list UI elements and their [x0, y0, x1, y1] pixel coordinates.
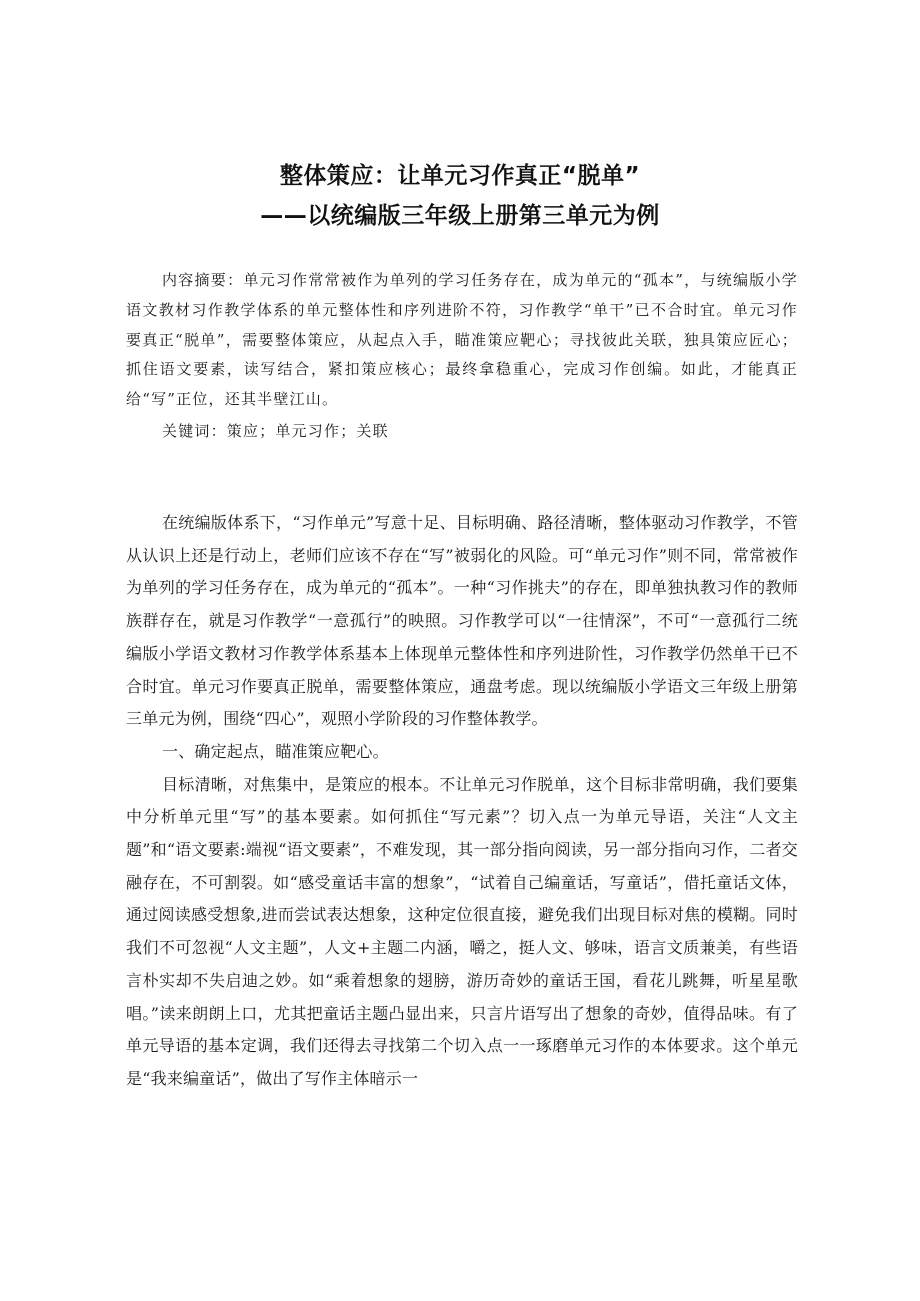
- body-paragraph: 在统编版体系下，“习作单元”写意十足、目标明确、路径清晰，整体驱动习作教学，不管从认识上还是行动上，老师们应该不存在“写”被弱化的风险。可“单元习作”则不同，常常被作为单列的学习任务存在，成为单元的“孤本”。一种“习作挑夫”的存在，即单独执教习作的教师族群存在，就是习作教学“一意孤行”的映照。习作教学可以“一往情深”，不可“一意孤行二统编版小学语文教材习作教学体系基本上体现单元整体性和序列进阶性，习作教学仍然单干已不合时宜。单元习作要真正脱单，需要整体策应，通盘考虑。现以统编版小学语文三年级上册第三单元为例，围绕“四心”，观照小学阶段的习作整体教学。: [126, 513, 798, 729]
- section-heading: 一、确定起点，瞄准策应靶心。: [162, 741, 389, 761]
- abstract-text: 内容摘要：单元习作常常被作为单列的学习任务存在，成为单元的“孤本”，与统编版小学语文教材习作教学体系的单元整体性和序列进阶不符，习作教学“单干”已不合时宜。单元习作要真正“脱单”，需要整体策应，从起点入手，瞄准策应靶心；寻找彼此关联，独具策应匠心；抓住语文要素，读写结合，紧扣策应核心；最终拿稳重心，完成习作创编。如此，才能真正给“写”正位，还其半壁江山。: [126, 271, 798, 409]
- body-text: [126, 507, 798, 1096]
- abstract-section: [126, 266, 798, 447]
- body-paragraph: 目标清晰，对焦集中，是策应的根本。不让单元习作脱单，这个目标非常明确，我们要集中分析单元里“写”的基本要素。如何抓住“写元素”？切入点一为单元导语，关注“人文主题”和“语文要素:端视“语文要素”，不难发现，其一部分指向阅读，另一部分指向习作，二者交融存在，不可割裂。如“感受童话丰富的想象”，“试着自己编童话，写童话”，借托童话文体，通过阅读感受想象,进而尝试表达想象，这种定位很直接，避免我们出现目标对焦的模糊。同时我们不可忽视“人文主题”，人文+主题二内涵，嚼之，挺人文、够味，语言文质兼美，有些语言朴实却不失启迪之妙。如“乘着想象的翅膀，游历奇妙的童话王国，看花儿跳舞，听星星歌唱。”读来朗朗上口，尤其把童话主题凸显出来，只言片语写出了想象的奇妙，值得品味。有了单元导语的基本定调，我们还得去寻找第二个切入点一一琢磨单元习作的本体要求。这个单元是“我来编童话”，做出了写作主体暗示一: [126, 774, 798, 1088]
- keywords-line: 关键词：策应；单元习作；关联: [162, 421, 389, 440]
- document-subtitle: ——以统编版三年级上册第三单元为例: [260, 203, 660, 229]
- document-title: 整体策应：让单元习作真正“脱单”: [279, 163, 641, 189]
